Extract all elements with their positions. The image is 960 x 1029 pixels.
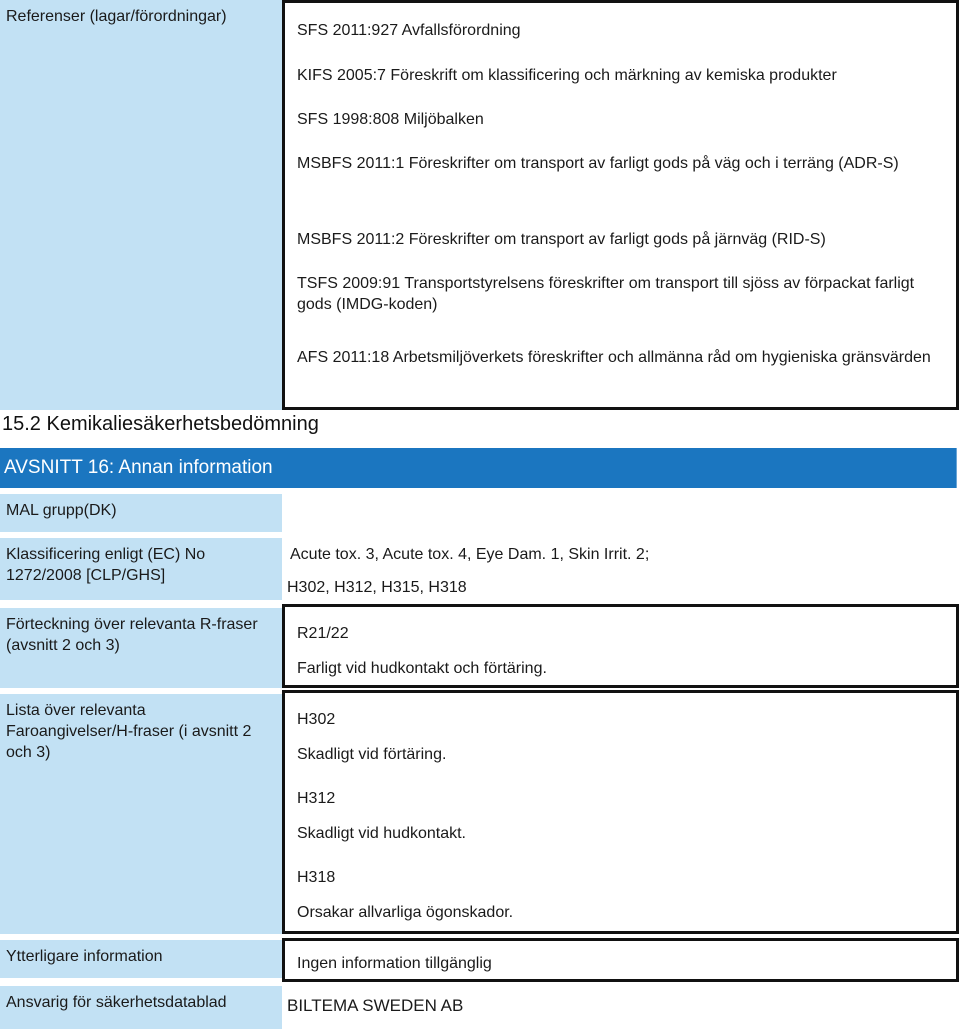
h-phrase-code: H312 — [297, 790, 336, 807]
reference-item: TSFS 2009:91 Transportstyrelsens föreskrifter om transport till sjöss av förpackat farligt gods (IMDG-koden) — [297, 275, 915, 313]
responsible-label: Ansvarig för säkerhetsdatablad — [6, 994, 227, 1011]
r-phrases-box — [282, 604, 959, 688]
h-phrase-code: H302 — [297, 711, 336, 728]
additional-info-label: Ytterligare information — [6, 948, 163, 965]
h-phrase-text: Skadligt vid hudkontakt. — [297, 825, 466, 842]
additional-info-label-cell — [0, 940, 282, 978]
r-phrase-code: R21/22 — [297, 625, 349, 642]
r-phrases-label-cell — [0, 608, 282, 688]
h-phrases-label-cell — [0, 694, 282, 934]
classification-line-1: Acute tox. 3, Acute tox. 4, Eye Dam. 1, Skin Irrit. 2; — [290, 546, 650, 563]
references-label-cell — [0, 0, 282, 410]
classification-line-2: H302, H312, H315, H318 — [287, 579, 467, 596]
reference-item: AFS 2011:18 Arbetsmiljöverkets föreskrifter och allmänna råd om hygieniska gränsvärden — [297, 349, 931, 366]
references-label: Referenser (lagar/förordningar) — [6, 8, 227, 25]
additional-info-value: Ingen information tillgänglig — [297, 955, 492, 972]
responsible-value: BILTEMA SWEDEN AB — [287, 996, 464, 1015]
section-15-2-title: 15.2 Kemikaliesäkerhetsbedömning — [2, 413, 319, 435]
h-phrase-code: H318 — [297, 869, 336, 886]
responsible-label-cell — [0, 986, 282, 1029]
reference-item: SFS 1998:808 Miljöbalken — [297, 111, 484, 128]
reference-item: MSBFS 2011:1 Föreskrifter om transport av farligt gods på väg och i terräng (ADR-S) — [297, 155, 899, 172]
reference-item: KIFS 2005:7 Föreskrift om klassificering och märkning av kemiska produkter — [297, 67, 837, 84]
h-phrase-text: Skadligt vid förtäring. — [297, 746, 447, 763]
h-phrases-label: Lista över relevanta Faroangivelser/H-fraser (i avsnitt 2 och 3) — [6, 702, 252, 761]
reference-item: MSBFS 2011:2 Föreskrifter om transport av farligt gods på järnväg (RID-S) — [297, 231, 826, 248]
mal-group-label-cell — [0, 494, 282, 532]
classification-label: Klassificering enligt (EC) No 1272/2008 [CLP/GHS] — [6, 546, 206, 584]
additional-info-box — [282, 938, 959, 982]
h-phrases-box — [282, 690, 959, 934]
r-phrase-text: Farligt vid hudkontakt och förtäring. — [297, 660, 547, 677]
mal-group-label: MAL grupp(DK) — [6, 502, 117, 519]
references-list-box — [282, 0, 959, 410]
r-phrases-label: Förteckning över relevanta R-fraser (avsnitt 2 och 3) — [6, 616, 258, 654]
reference-item: SFS 2011:927 Avfallsförordning — [297, 22, 521, 39]
section-16-title: AVSNITT 16: Annan information — [4, 457, 273, 478]
h-phrase-text: Orsakar allvarliga ögonskador. — [297, 904, 514, 921]
section-16-header — [0, 448, 957, 488]
classification-label-cell — [0, 538, 282, 600]
